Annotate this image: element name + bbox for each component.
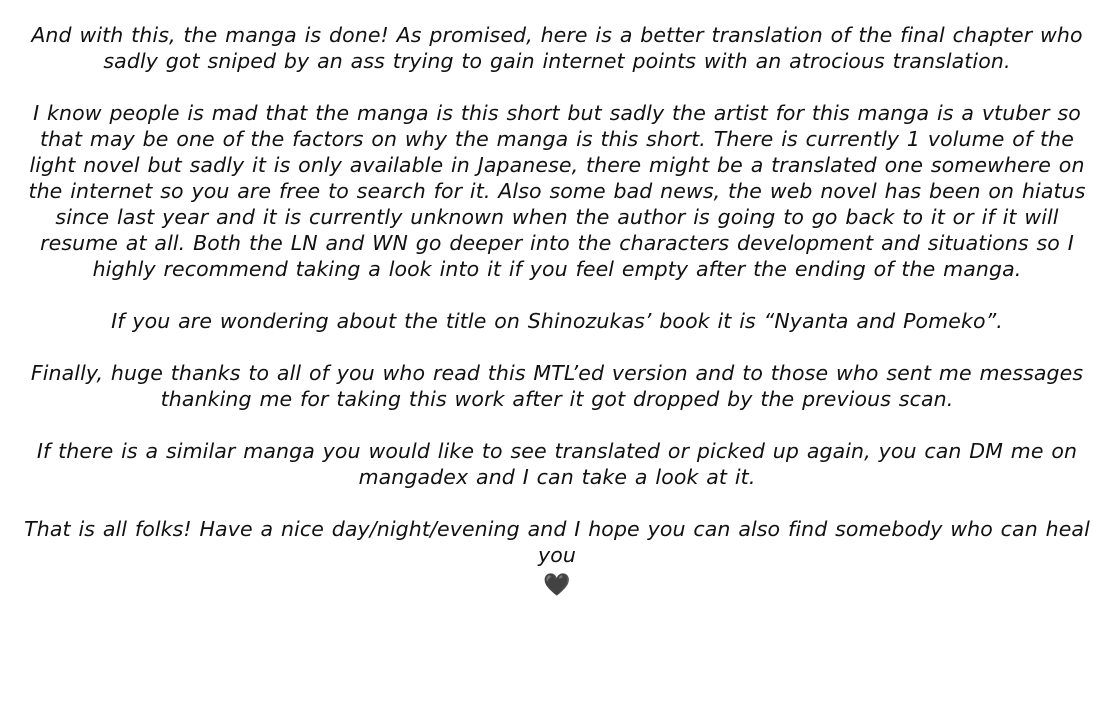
paragraph-thanks: Finally, huge thanks to all of you who read this MTL’ed version and to those who sent me messages thanking me for taking this work after it got dropped by the previous scan. xyxy=(30,361,1084,411)
paragraph-requests: If there is a similar manga you would like to see translated or picked up again, you can DM me on mangadex and I can take a look at it. xyxy=(36,439,1078,489)
paragraph-farewell: That is all folks! Have a nice day/night/evening and I hope you can also find somebody who can heal you xyxy=(24,517,1090,567)
black-heart-icon: 🖤 xyxy=(543,573,571,598)
paragraph-book-title-note: If you are wondering about the title on Shinozukas’ book it is “Nyanta and Pomeko”. xyxy=(111,309,1003,333)
paragraph-manga-length-notes: I know people is mad that the manga is this short but sadly the artist for this manga is a vtuber so that may be one of the factors on why the manga is this short. There is currently 1 volume of the light novel but sadly it is only available in Japanese, there might be a translated one somewhere on the internet so you are free to search for it. Also some bad news, the web novel has been on hiatus since last year and it is currently unknown when the author is going to go back to it or if it will resume at all. Both the LN and WN go deeper into the characters development and situations so I highly recommend taking a look into it if you feel empty after the ending of the manga. xyxy=(28,101,1086,281)
paragraph-intro: And with this, the manga is done! As promised, here is a better translation of the final chapter who sadly got sniped by an ass trying to gain internet points with an atrocious translation. xyxy=(31,23,1083,73)
